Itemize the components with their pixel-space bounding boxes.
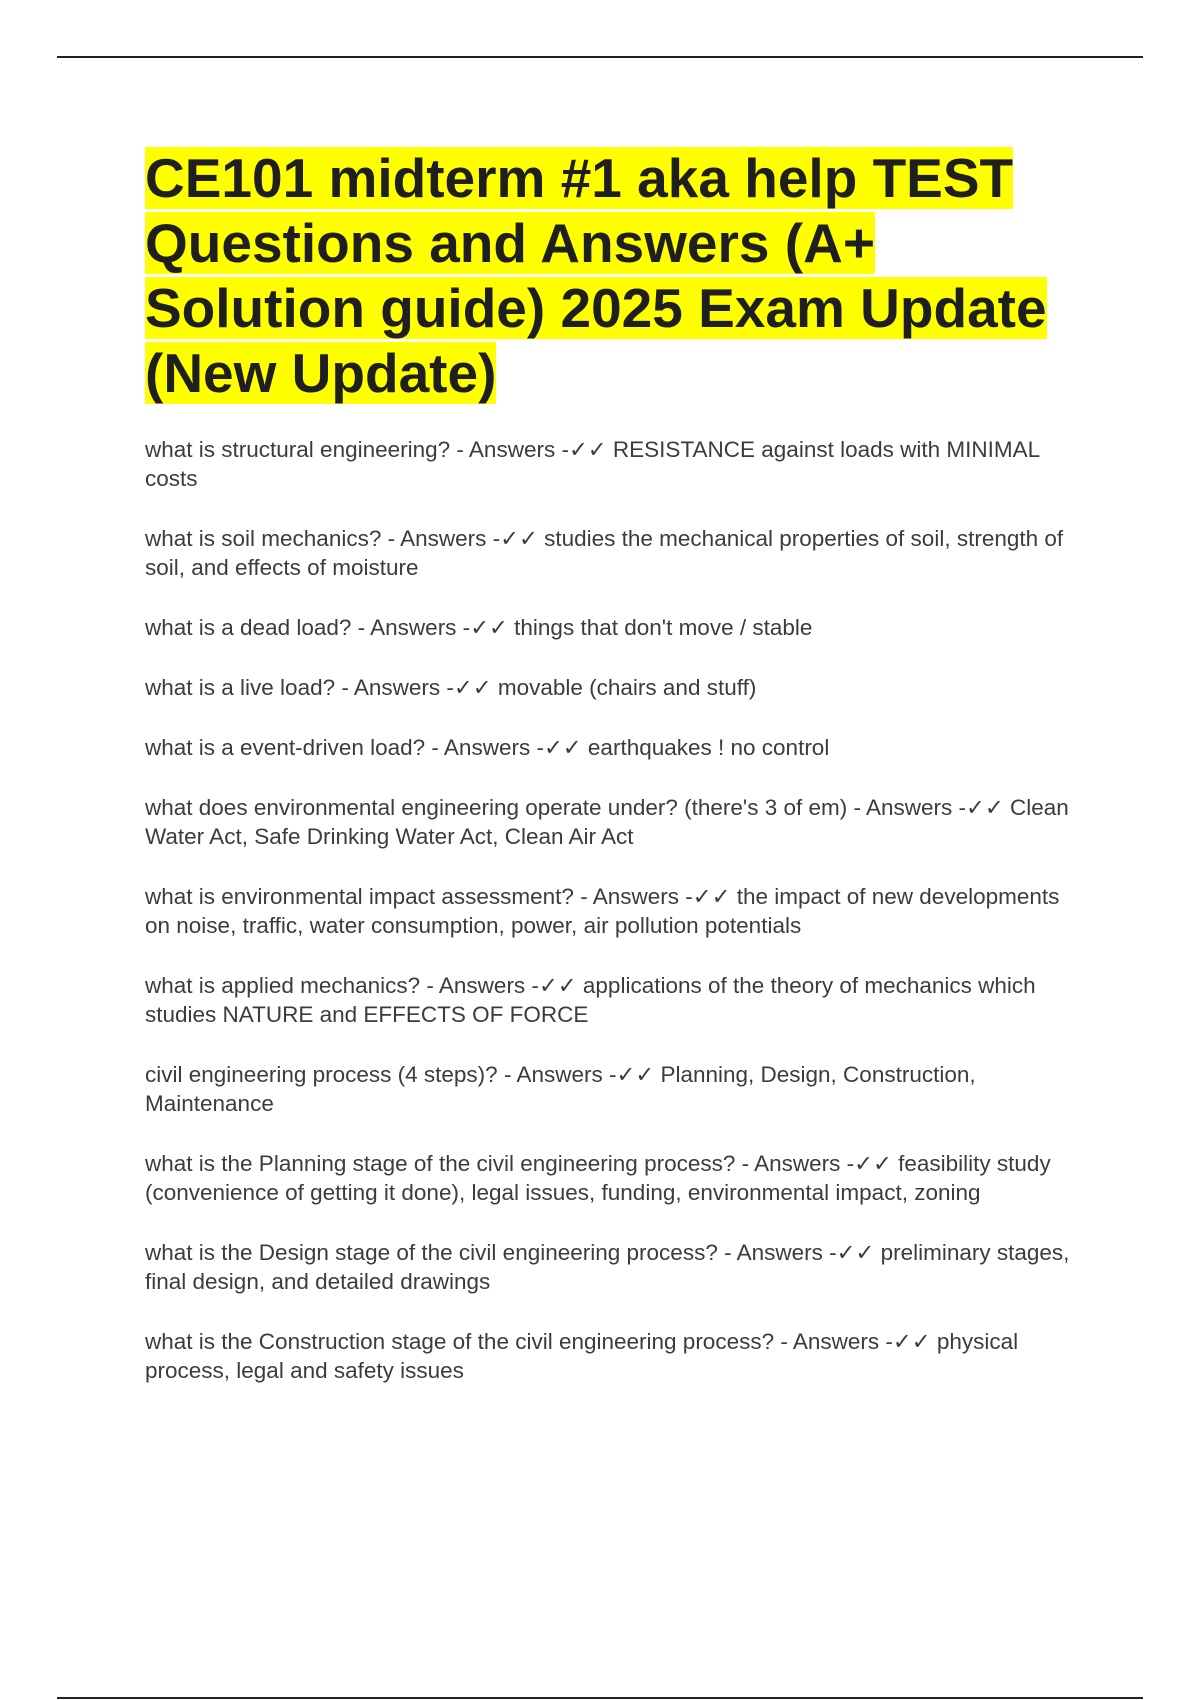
question-text: what is a dead load?	[145, 615, 352, 640]
qa-item	[145, 613, 1090, 642]
double-check-icon: ✓✓	[453, 675, 498, 700]
qa-item	[145, 1060, 1090, 1118]
question-text: what is applied mechanics?	[145, 973, 421, 998]
header-rule	[57, 56, 1143, 58]
answer-text: the impact of new developments on noise, traffic, water consumption, power, air pollution potentials	[145, 884, 1060, 938]
question-text: what does environmental engineering operate under? (there's 3 of em)	[145, 795, 848, 820]
footer-rule	[57, 1697, 1143, 1699]
double-check-icon: ✓✓	[500, 526, 545, 551]
question-text: what is soil mechanics?	[145, 526, 382, 551]
qa-item	[145, 524, 1090, 582]
double-check-icon: ✓✓	[616, 1062, 661, 1087]
answers-separator: - Answers -	[774, 1329, 893, 1354]
answer-text: movable (chairs and stuff)	[497, 675, 757, 700]
qa-list	[145, 435, 1090, 1416]
answers-separator: - Answers -	[717, 1240, 837, 1265]
question-text: what is the Design stage of the civil engineering process?	[145, 1240, 718, 1265]
question-text: what is a event-driven load?	[145, 735, 426, 760]
answers-separator: - Answers -	[351, 615, 471, 640]
answer-text: things that don't move / stable	[514, 615, 813, 640]
answer-text: Clean Water Act, Safe Drinking Water Act, Clean Air Act	[145, 795, 1069, 849]
question-text: what is the Planning stage of the civil engineering process?	[145, 1151, 736, 1176]
double-check-icon: ✓✓	[538, 973, 583, 998]
double-check-icon: ✓✓	[568, 437, 613, 462]
answers-separator: - Answers -	[497, 1062, 617, 1087]
answer-text: earthquakes ! no control	[587, 735, 830, 760]
qa-item	[145, 1149, 1090, 1207]
answers-separator: - Answers -	[450, 437, 569, 462]
double-check-icon: ✓✓	[966, 795, 1010, 820]
qa-item	[145, 882, 1090, 940]
answer-text: studies the mechanical properties of soil, strength of soil, and effects of moisture	[145, 526, 1064, 580]
qa-item	[145, 793, 1090, 851]
question-text: what is environmental impact assessment?	[145, 884, 574, 909]
qa-item	[145, 673, 1090, 702]
double-check-icon: ✓✓	[543, 735, 588, 760]
answer-text: applications of the theory of mechanics which studies NATURE and EFFECTS OF FORCE	[145, 973, 1036, 1027]
double-check-icon: ✓✓	[692, 884, 737, 909]
double-check-icon: ✓✓	[836, 1240, 881, 1265]
answer-text: preliminary stages, final design, and detailed drawings	[145, 1240, 1070, 1294]
question-text: what is structural engineering?	[145, 437, 451, 462]
qa-item	[145, 733, 1090, 762]
answers-separator: - Answers -	[381, 526, 501, 551]
answer-text: RESISTANCE against loads with MINIMAL costs	[145, 437, 1040, 491]
question-text: what is the Construction stage of the civil engineering process?	[145, 1329, 775, 1354]
answers-separator: - Answers -	[425, 735, 544, 760]
answer-text: feasibility study (convenience of getting it done), legal issues, funding, environmental impact, zoning	[145, 1151, 1051, 1205]
answers-separator: - Answers -	[735, 1151, 855, 1176]
title-highlight: CE101 midterm #1 aka help TEST Questions and Answers (A+ Solution guide) 2025 Exam Update (New Update)	[145, 147, 1047, 404]
question-text: civil engineering process (4 steps)?	[145, 1062, 498, 1087]
answers-separator: - Answers -	[335, 675, 454, 700]
qa-item	[145, 1238, 1090, 1296]
question-text: what is a live load?	[145, 675, 336, 700]
double-check-icon: ✓✓	[470, 615, 515, 640]
answers-separator: - Answers -	[847, 795, 967, 820]
double-check-icon: ✓✓	[854, 1151, 899, 1176]
answers-separator: - Answers -	[573, 884, 693, 909]
double-check-icon: ✓✓	[892, 1329, 937, 1354]
answer-text: Planning, Design, Construction, Maintenance	[145, 1062, 976, 1116]
document-title	[145, 146, 1085, 406]
qa-item	[145, 971, 1090, 1029]
qa-item	[145, 435, 1090, 493]
qa-item	[145, 1327, 1090, 1385]
answers-separator: - Answers -	[420, 973, 539, 998]
answer-text: physical process, legal and safety issues	[145, 1329, 1019, 1383]
